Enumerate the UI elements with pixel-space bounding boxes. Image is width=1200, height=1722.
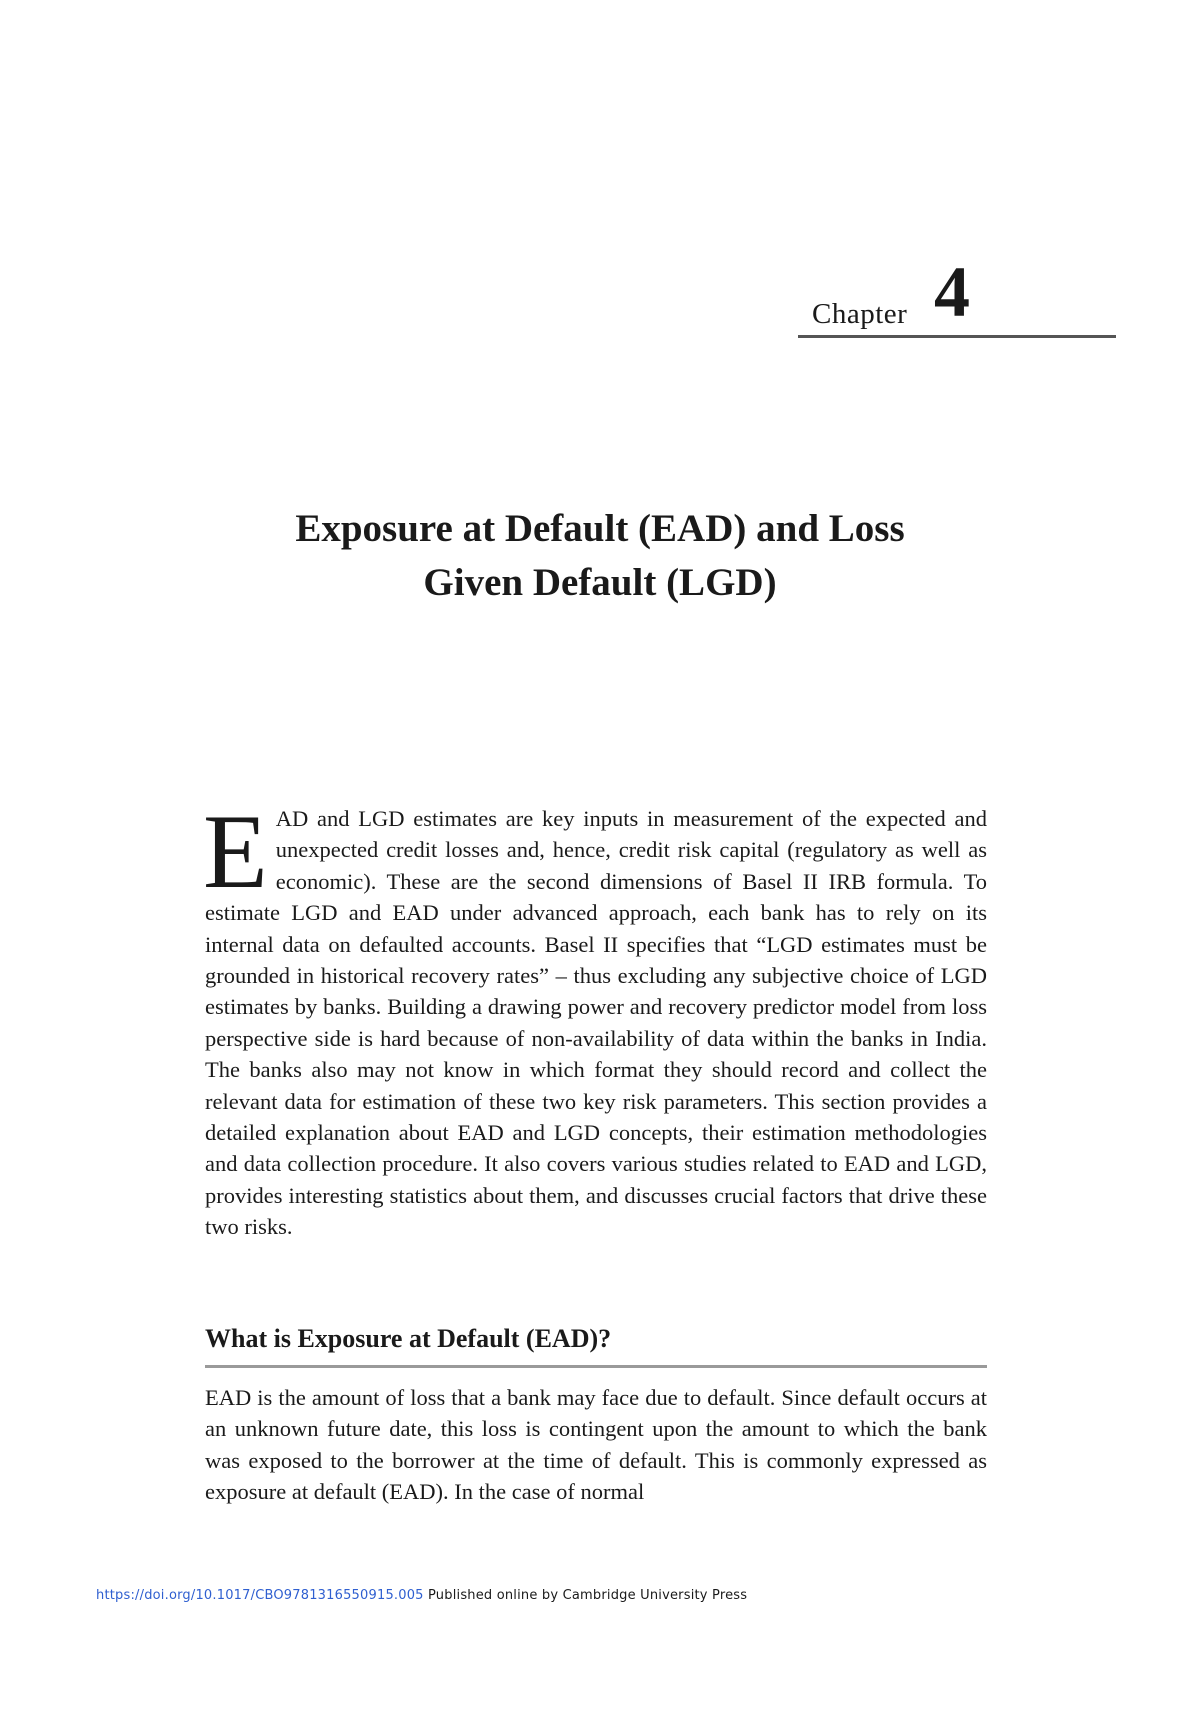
publisher-text: Published online by Cambridge University Press <box>423 1588 748 1603</box>
chapter-title-line-1: Exposure at Default (EAD) and Loss <box>295 507 905 550</box>
section-paragraph <box>205 1382 987 1508</box>
chapter-heading <box>798 252 1116 340</box>
intro-paragraph <box>203 793 987 1243</box>
chapter-label: Chapter <box>812 298 908 330</box>
intro-text: AD and LGD estimates are key inputs in measurement of the expected and unexpected credit losses and, hence, credit risk capital (regulatory as well as economic). These are the second dimensions of Basel II IRB formula. To estimate LGD and EAD under advanced approach, each bank has to rely on its internal data on defaulted accounts. Basel II specifies that “LGD estimates must be grounded in historical recovery rates” – thus excluding any subjective choice of LGD estimates by banks. Building a drawing power and recovery predictor model from loss perspective side is hard because of non-availability of data within the banks in India. The banks also may not know in which format they should record and collect the relevant data for estimation of these two key risk parameters. This section provides a detailed explanation about EAD and LGD concepts, their estimation methodologies and data collection procedure. It also covers various studies related to EAD and LGD, provides interesting statistics about them, and discusses crucial factors that drive these two risks. <box>205 806 987 1240</box>
section-rule <box>205 1365 987 1368</box>
section-text: EAD is the amount of loss that a bank may face due to default. Since default occurs at an unknown future date, this loss is contingent upon the amount to which the bank was exposed to the borrower at the time of default. This is commonly expressed as exposure at default (EAD). In the case of normal <box>205 1385 987 1505</box>
chapter-title-line-2: Given Default (LGD) <box>423 561 777 604</box>
chapter-title <box>200 502 1000 610</box>
doi-link[interactable]: https://doi.org/10.1017/CBO9781316550915.005 <box>96 1588 424 1603</box>
chapter-number: 4 <box>934 252 970 332</box>
chapter-rule <box>798 335 1116 338</box>
footer <box>96 1588 747 1603</box>
drop-cap: E <box>203 793 268 910</box>
section-heading: What is Exposure at Default (EAD)? <box>205 1324 612 1353</box>
